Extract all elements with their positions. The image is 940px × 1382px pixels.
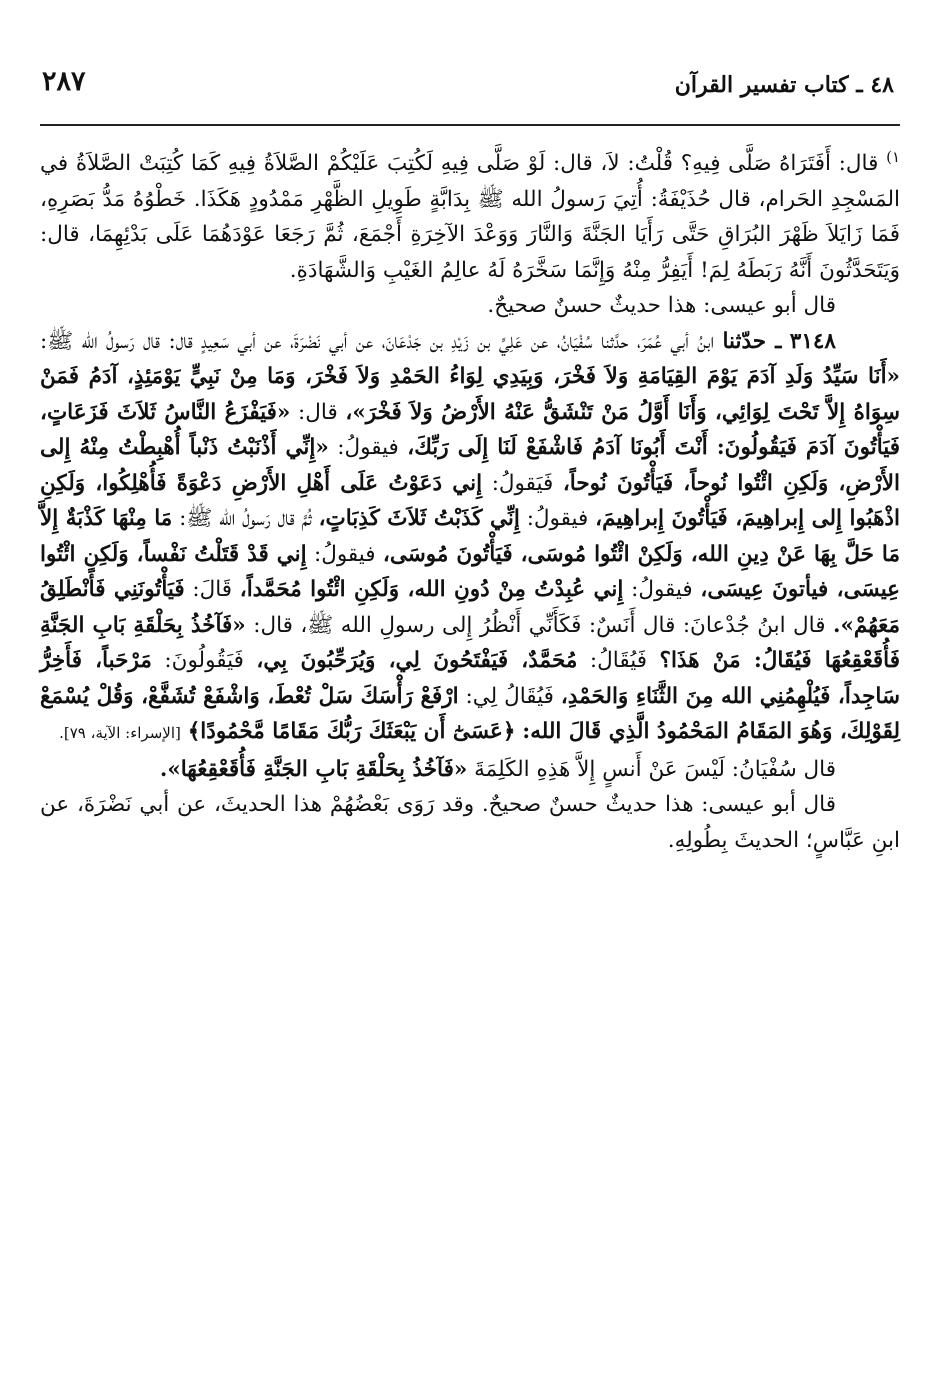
sufyan-intro: قال سُفْيَانُ: لَيْسَ عَنْ أَنسٍ إِلاَّ هَذِهِ الكَلِمَةَ [474, 756, 836, 782]
running-title: ٤٨ ـ كتاب تفسير القرآن [674, 72, 894, 98]
sufyan-comment [40, 752, 900, 788]
haddathana-word: حدّثنا [722, 328, 767, 354]
hadith-link-4: فيقولُ: [526, 506, 589, 532]
hadith-isnad: ابنُ أبي عُمَرَ، حدَّثنا سُفْيَانُ، عن عَلِيِّ بن زَيْدِ بن جَدْعَانَ، عن أبي نَضْرَةَ، عن أبي سَعِيدٍ قال: قال رَسولُ الله ﷺ: [40, 328, 715, 354]
continuation-marker: ١) [886, 148, 900, 166]
hadith-link-9: قال ابنُ جُدْعانَ: قال أَنَسٌ: فَكَأَنِّي أَنْظُرُ إِلى رسولِ الله ﷺ، قال: [253, 612, 826, 638]
hadith-link-2: فيقولُ: [337, 435, 399, 461]
sufyan-quote: «فَآخُذُ بِحَلْقَةِ بَابِ الجَنَّةِ فَأُقَعْقِعُهَا». [159, 756, 468, 782]
hadith-matn-9: فَيَأْتُونَنِي فَأَنْطَلِقُ مَعَهُمْ». [40, 577, 900, 638]
page-body [40, 140, 900, 858]
page-header [40, 62, 900, 114]
hadith-matn-2: «فَيَفْزَعُ النَّاسُ ثَلاَثَ فَزَعَاتٍ، فَيَأْتُونَ آدَمَ فَيَقُولُونَ: أَنْتَ أَبُونَا آدَمُ فَاشْفَعْ لَنَا إِلَى رَبِّكَ، [40, 399, 901, 461]
hadith-link-11: فَيَقُولُونَ: [164, 648, 244, 674]
hadith-matn-10: «فَآخُذُ بِحَلْقَةِ بَابِ الجَنَّةِ فَأُقَعْقِعُهَا فَيُقَالُ: مَنْ هَذَا؟ [40, 612, 900, 674]
preceding-hadith-continuation [40, 140, 900, 288]
quran-verse: ﴿عَسَىٰٓ أَن يَبْعَثَكَ رَبُّكَ مَقَامًا مَّحْمُودًا﴾ [187, 719, 516, 745]
hadith-link-7: فيقولُ: [631, 577, 693, 603]
quran-citation: [الإسراء: الآية، ٧٩]. [59, 724, 181, 743]
grading-statement-1: قال أبو عيسى: هذا حديثٌ حسنٌ صحيحٌ. [487, 293, 836, 319]
hadith-link-6: فيقولُ: [313, 541, 376, 567]
hadith-matn-1: «أَنَا سَيِّدُ وَلَدِ آدَمَ يَوْمَ القِيَامَةِ وَلاَ فَخْرَ، وَبِيَدِي لِوَاءُ الحَمْدِ وَلاَ فَخْرَ، وَمَا مِنْ نَبِيٍّ يَوْمَئِذٍ، آدَمُ فَمَنْ سِوَاهُ إِلاَّ تَحْتَ لِوَائِي، وَأَنَا أَوَّلُ مَنْ تَنْشَقُّ عَنْهُ الأَرْضُ وَلاَ فَخْرَ»، [40, 364, 900, 425]
continuation-text: قال: أَفَتَرَاهُ صَلَّى فِيهِ؟ قُلْتُ: لاَ، قال: لَوْ صَلَّى فِيهِ لَكُتِبَ عَلَيْكُمْ الصَّلاَةُ فِيهِ كَمَا كُتِبَتْ الصَّلاَةُ في المَسْجِدِ الحَرام، قال حُذَيْفَةُ: أُتِيَ رَسولُ الله ﷺ بِدَابَّةٍ طَوِيلِ الظَّهْرِ مَمْدُودٍ هَكَذَا. خَطْوُهُ مَدُّ بَصَرِهِ، فَمَا زَايَلاَ ظَهْرَ البُرَاقِ حَتَّى رَأَيَا الجَنَّةَ وَالنَّارَ وَوَعْدَ الآخِرَةِ أَجْمَعَ، ثُمَّ رَجَعَا عَوْدَهُمَا عَلَى بَدْئِهِمَا، قال: وَيَتَحَدَّثُونَ أَنَّهُ رَبَطَهُ لِمَ! أَيَفِرُّ مِنْهُ وَإِنَّمَا سَخَّرَهُ لَهُ عالِمُ الغَيْبِ وَالشَّهَادَةِ. [40, 151, 900, 283]
hadith-link-10: فَيُقَالُ: [589, 648, 647, 674]
hadith-matn-11: مُحَمَّدٌ، فَيَفْتَحُونَ لِي، وَيُرَحِّبُونَ بِي، [256, 648, 578, 674]
grading-statement-2: قال أبو عيسى: هذا حديثٌ حسنٌ صحيحٌ. وقد رَوَى بَعْضُهُمْ هذا الحديثَ، عن أبي نَضْرَةَ، عن ابنِ عَبَّاسٍ؛ الحديثَ بِطُولِهِ. [40, 792, 900, 853]
hadith-matn-7: إِني قَدْ قَتَلْتُ نَفْساً، وَلَكِنِ ائْتُوا عِيسَى، فيأتونَ عِيسَى، [40, 541, 901, 603]
hadith-link-5: ثُمَّ قال رَسولُ الله ﷺ: [179, 506, 312, 532]
hadith-matn-3: «إِنِّي أَذْنَبْتُ ذَنْباً أُهْبِطْتُ مِنْهُ إِلى الأَرْضِ، وَلَكِنِ ائْتُوا نُوحاً، فَيَأْتُونَ نُوحاً، [40, 435, 900, 496]
hadith-link-1: قال: [298, 399, 338, 425]
hadith-matn-4: إِني دَعَوْتُ عَلَى أَهْلِ الأَرْضِ دَعْوَةً فَأُهْلِكُوا، وَلَكِنِ اذْهَبُوا إِلى إِبراهِيمَ، فَيَأْتُونَ إِبراهِيمَ، [40, 470, 900, 532]
hadith-matn-13: ارْفَعْ رَأْسَكَ سَلْ تُعْطَ، وَاشْفَعْ تُشَفَّعْ، وَقُلْ يُسْمَعْ لِقَوْلِكَ، وَهُوَ المَقَامُ المَحْمُودُ الَّذِي قَالَ الله: [40, 683, 900, 745]
hadith-matn-5: إِنِّي كَذَبْتُ ثَلاَثَ كَذِبَاتٍ، [318, 506, 520, 532]
hadith-haddathana: ـ حدّثنا [722, 328, 782, 354]
page-number: ٢٨٧ [42, 66, 86, 97]
hadith-number: ٣١٤٨ [789, 328, 836, 354]
header-divider [40, 124, 900, 126]
hadith-matn-12: مَرْحَباً، فَأَخِرُّ سَاجِداً، فَيُلْهِمُنِي الله مِنَ الثَّنَاءِ وَالحَمْدِ، [40, 648, 900, 709]
hadith-link-8: قَالَ: [192, 577, 233, 603]
hadith-matn-6: مَا مِنْهَا كَذْبَةٌ إِلاَّ مَا حَلَّ بِهَا عَنْ دِينِ الله، وَلَكِنْ ائْتُوا مُوسَى، فَيَأْتُونَ مُوسَى، [40, 506, 900, 567]
hadith-3148 [40, 324, 900, 752]
hadith-link-3: فَيَقولُ: [491, 470, 554, 496]
hadith-link-12: فَيُقَالُ لِي: [465, 683, 554, 709]
hadith-matn-8: إِني عُبِدْتُ مِنْ دُونِ الله، وَلَكِنِ ائْتُوا مُحَمَّداً، [239, 577, 624, 603]
